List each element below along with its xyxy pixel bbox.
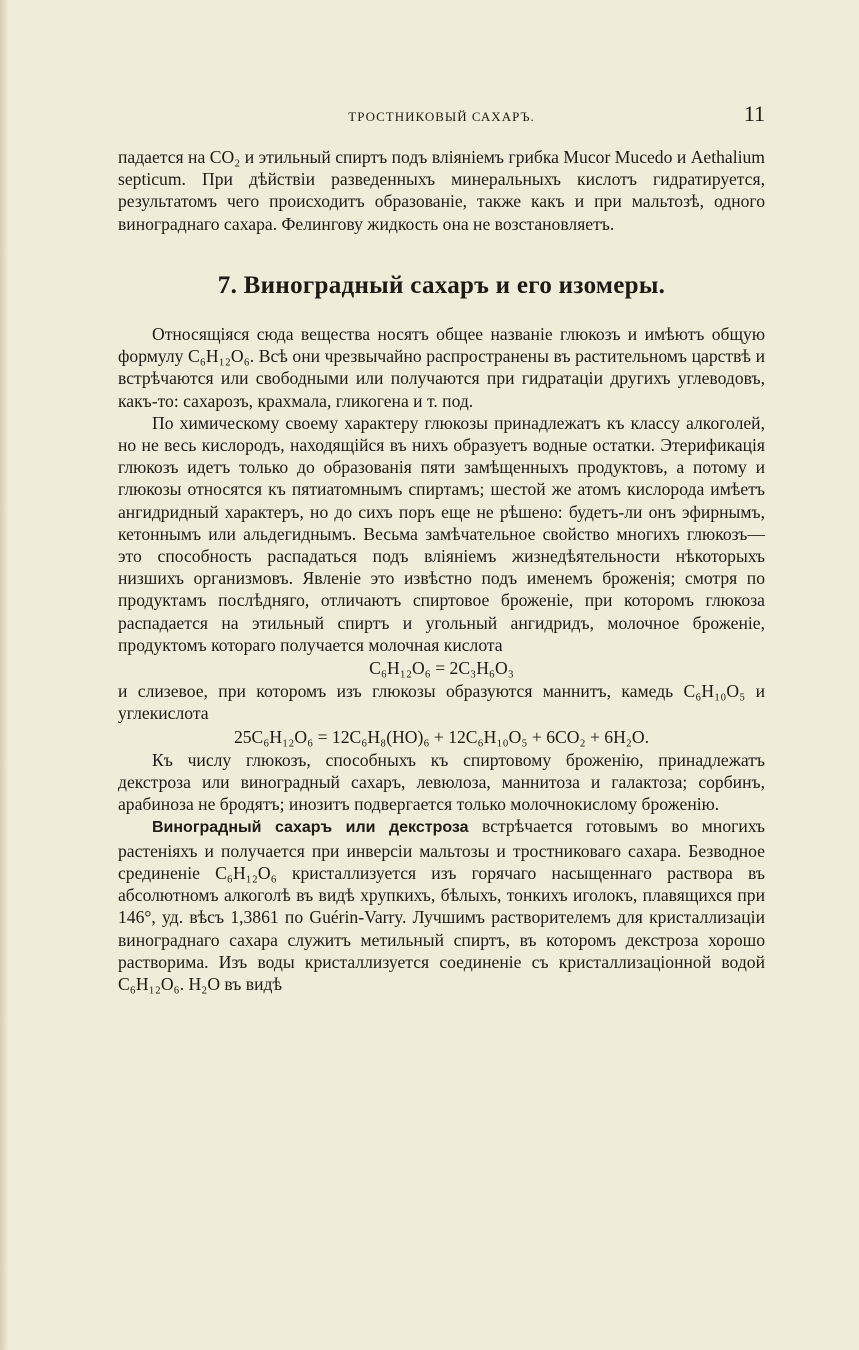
paragraph-glucoses-intro: Относящіяся сюда вещества носятъ общее названіе глюкозъ и имѣютъ общую формулу C₆H₁₂O₆. Всѣ они чрезвычайно распространены въ растительномъ царствѣ и встрѣчаются или свободными или получаются при гидратаціи другихъ углеводовъ, какъ-то: сахарозъ, крахмала, гликогена и т. под. [118,324,765,411]
dextrose-run-in-heading: Виноградный сахаръ или декстроза [152,819,469,837]
running-head: ТРОСТНИКОВЫЙ САХАРЪ. [348,109,535,124]
page-edge [0,0,8,1350]
paragraph-fermentable-glucoses: Къ числу глюкозъ, способныхъ къ спиртовому броженію, принадлежатъ декстроза или виноградный сахаръ, левюлоза, маннитоза и галактоза; сорбинъ, арабиноза не бродятъ; инозитъ подвергается только молочнокислому броженію. [118,749,765,815]
section-title: 7. Виноградный сахаръ и его изомеры. [217,271,666,299]
dextrose-text: встрѣчается готовымъ во многихъ растеніяхъ и получается при инверсіи мальтозы и тростниковаго сахара. Безводное срединеніе C₆H₁₂O₆ кристаллизуется изъ горячаго насыщеннаго раствора въ абсолютномъ алкоголѣ въ видѣ хрупкихъ, бѣлыхъ, тонкихъ иголокъ, плавящихся при 146°, уд. вѣсъ 1,3861 по Guérin-Varry. Лучшимъ растворителемъ для кристаллизаціи винограднаго сахара служитъ метильный спиртъ, въ которомъ декстроза хорошо растворима. Изъ воды кристаллизуется соединеніе съ кристаллизаціонной водой C₆H₁₂O₆. H₂O въ видѣ [118,816,765,994]
page-number: 11 [743,101,765,126]
page-header [118,103,765,129]
paragraph-chemical-character: По химическому своему характеру глюкозы принадлежатъ къ классу алкоголей, но не весь кислородъ, находящійся въ нихъ образуетъ водные остатки. Этерификація глюкозъ идетъ только до образованія пяти замѣщенныхъ продуктовъ, а потому и глюкозы относятся къ пятиатомнымъ спиртамъ; шестой же атомъ кислорода имѣетъ ангидридный характеръ, но до сихъ поръ еще не рѣшено: будетъ-ли онъ эфирнымъ, кетоннымъ или альдегиднымъ. Весьма замѣчательное свойство многихъ глюкозъ—это способность распадаться подъ вліяніемъ жизнедѣятельности нѣкоторыхъ низшихъ организмовъ. Явленіе это извѣстно подъ именемъ броженія; смотря по продуктамъ послѣдняго, отличаютъ спиртовое броженіе, при которомъ глюкоза распадается на этильный спиртъ и угольный ангидридъ, молочное броженіе, продуктомъ котораго получается молочная кислота [118,412,765,655]
paragraph-mucous-fermentation: и слизевое, при которомъ изъ глюкозы образуются маннитъ, камедь C₆H₁₀O₅ и углекислота [118,681,765,724]
paragraph-dextrose [118,815,765,995]
formula-mucous-fermentation: 25C₆H₁₂O₆ = 12C₆H₈(HO)₆ + 12C₆H₁₀O₅ + 6CO₂ + 6H₂O. [233,726,650,747]
formula-lactic-fermentation: C₆H₁₂O₆ = 2C₃H₆O₃ [369,658,514,679]
page-body [118,146,765,995]
paragraph-continuation: падается на CO₂ и этильный спиртъ подъ вліяніемъ грибка Mucor Mucedo и Aethalium septicum. При дѣйствіи разведенныхъ минеральныхъ кислотъ гидратируется, результатомъ чего происходитъ образованіе, также какъ и при мальтозѣ, одного винограднаго сахара. Фелингову жидкость она не возстановляетъ. [118,147,765,234]
